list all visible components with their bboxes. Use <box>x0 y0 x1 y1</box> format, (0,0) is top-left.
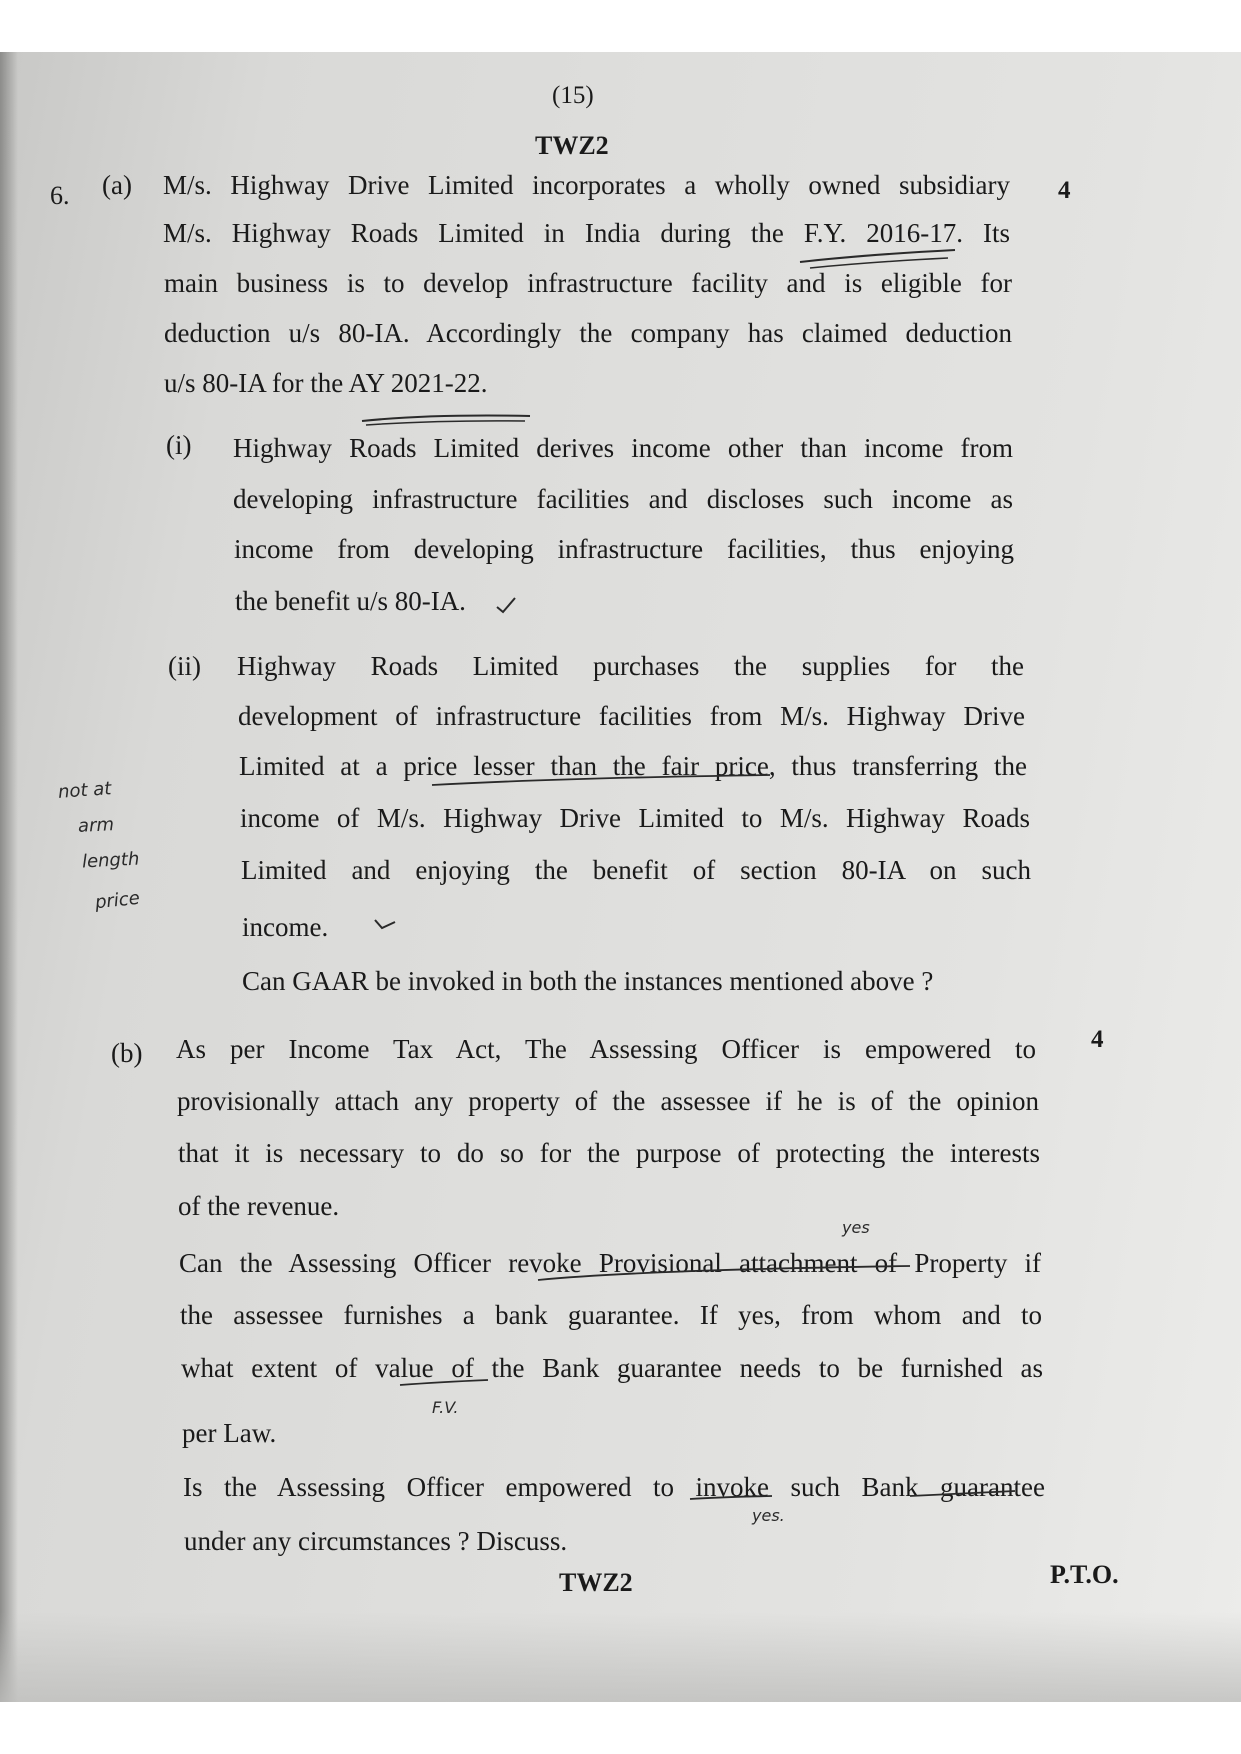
sub-ii-label: (ii) <box>168 651 201 681</box>
margin-note-line: arm <box>77 814 115 837</box>
note-above-revoke: yes <box>842 1218 870 1237</box>
paper-code-header: TWZ2 <box>535 131 609 160</box>
part-a-line: main business is to develop infrastructure facility and is eligible for <box>164 268 1012 298</box>
note-below-value: F.V. <box>432 1398 459 1417</box>
margin-note-line: length <box>81 848 140 873</box>
part-b-para3-line: under any circumstances ? Discuss. <box>184 1526 568 1556</box>
part-b-para3-line: Is the Assessing Officer empowered to invoke such Bank guarantee <box>183 1472 1045 1502</box>
underline-ay-2 <box>366 421 525 425</box>
part-a-label: (a) <box>102 170 132 200</box>
note-after-discuss: yes. <box>752 1506 785 1525</box>
part-a-line: M/s. Highway Drive Limited incorporates a wholly owned subsidiary <box>163 170 1010 200</box>
part-b-para1-line: of the revenue. <box>178 1191 340 1221</box>
sub-ii-line: Highway Roads Limited purchases the supplies for the <box>237 651 1024 681</box>
sub-i-label: (i) <box>166 430 192 460</box>
part-a-line: u/s 80-IA for the AY 2021-22. <box>164 368 488 398</box>
underline-ay <box>362 416 530 421</box>
part-a-line: deduction u/s 80-IA. Accordingly the company has claimed deduction <box>164 318 1012 348</box>
question-number: 6. <box>50 181 70 210</box>
sub-ii-line: development of infrastructure facilities from M/s. Highway Drive <box>238 701 1025 731</box>
pto-label: P.T.O. <box>1050 1560 1119 1589</box>
paper-code-footer: TWZ2 <box>559 1568 633 1597</box>
tick-mark <box>497 598 515 612</box>
margin-note-line: not at <box>57 778 112 803</box>
part-a-marks: 4 <box>1058 177 1071 204</box>
page-number: (15) <box>552 82 594 109</box>
sub-i-line: Highway Roads Limited derives income other than income from <box>233 433 1013 463</box>
part-b-para1-line: As per Income Tax Act, The Assessing Officer is empowered to <box>176 1034 1036 1064</box>
sub-i-line: income from developing infrastructure facilities, thus enjoying <box>234 534 1014 564</box>
sub-ii-line: Limited and enjoying the benefit of section 80-IA on such <box>241 855 1031 885</box>
part-b-para2-line: Can the Assessing Officer revoke Provisional attachment of Property if <box>179 1248 1041 1278</box>
margin-note-line: price <box>94 887 141 914</box>
sub-ii-line: income of M/s. Highway Drive Limited to M/s. Highway Roads <box>240 803 1030 833</box>
part-b-para2-line: what extent of value of the Bank guarantee needs to be furnished as <box>181 1353 1043 1383</box>
underline-fy <box>800 250 955 262</box>
sub-ii-line: income. <box>242 912 329 942</box>
gaar-question: Can GAAR be invoked in both the instances mentioned above ? <box>242 966 934 996</box>
part-b-para1-line: provisionally attach any property of the assessee if he is of the opinion <box>177 1086 1039 1116</box>
sub-i-line: the benefit u/s 80-IA. <box>235 586 466 616</box>
underline-fy-2 <box>810 258 948 268</box>
sub-ii-line: Limited at a price lesser than the fair price, thus transferring the <box>239 751 1027 781</box>
part-b-para2-line: the assessee furnishes a bank guarantee. If yes, from whom and to <box>180 1300 1042 1330</box>
sub-i-line: developing infrastructure facilities and discloses such income as <box>233 484 1013 514</box>
part-b-label: (b) <box>111 1038 143 1068</box>
part-b-marks: 4 <box>1091 1026 1104 1053</box>
part-b-para2-line: per Law. <box>182 1418 277 1448</box>
part-a-line: M/s. Highway Roads Limited in India during the F.Y. 2016-17. Its <box>163 218 1010 248</box>
tick-mark <box>375 920 395 928</box>
part-b-para1-line: that it is necessary to do so for the purpose of protecting the interests <box>178 1138 1040 1168</box>
